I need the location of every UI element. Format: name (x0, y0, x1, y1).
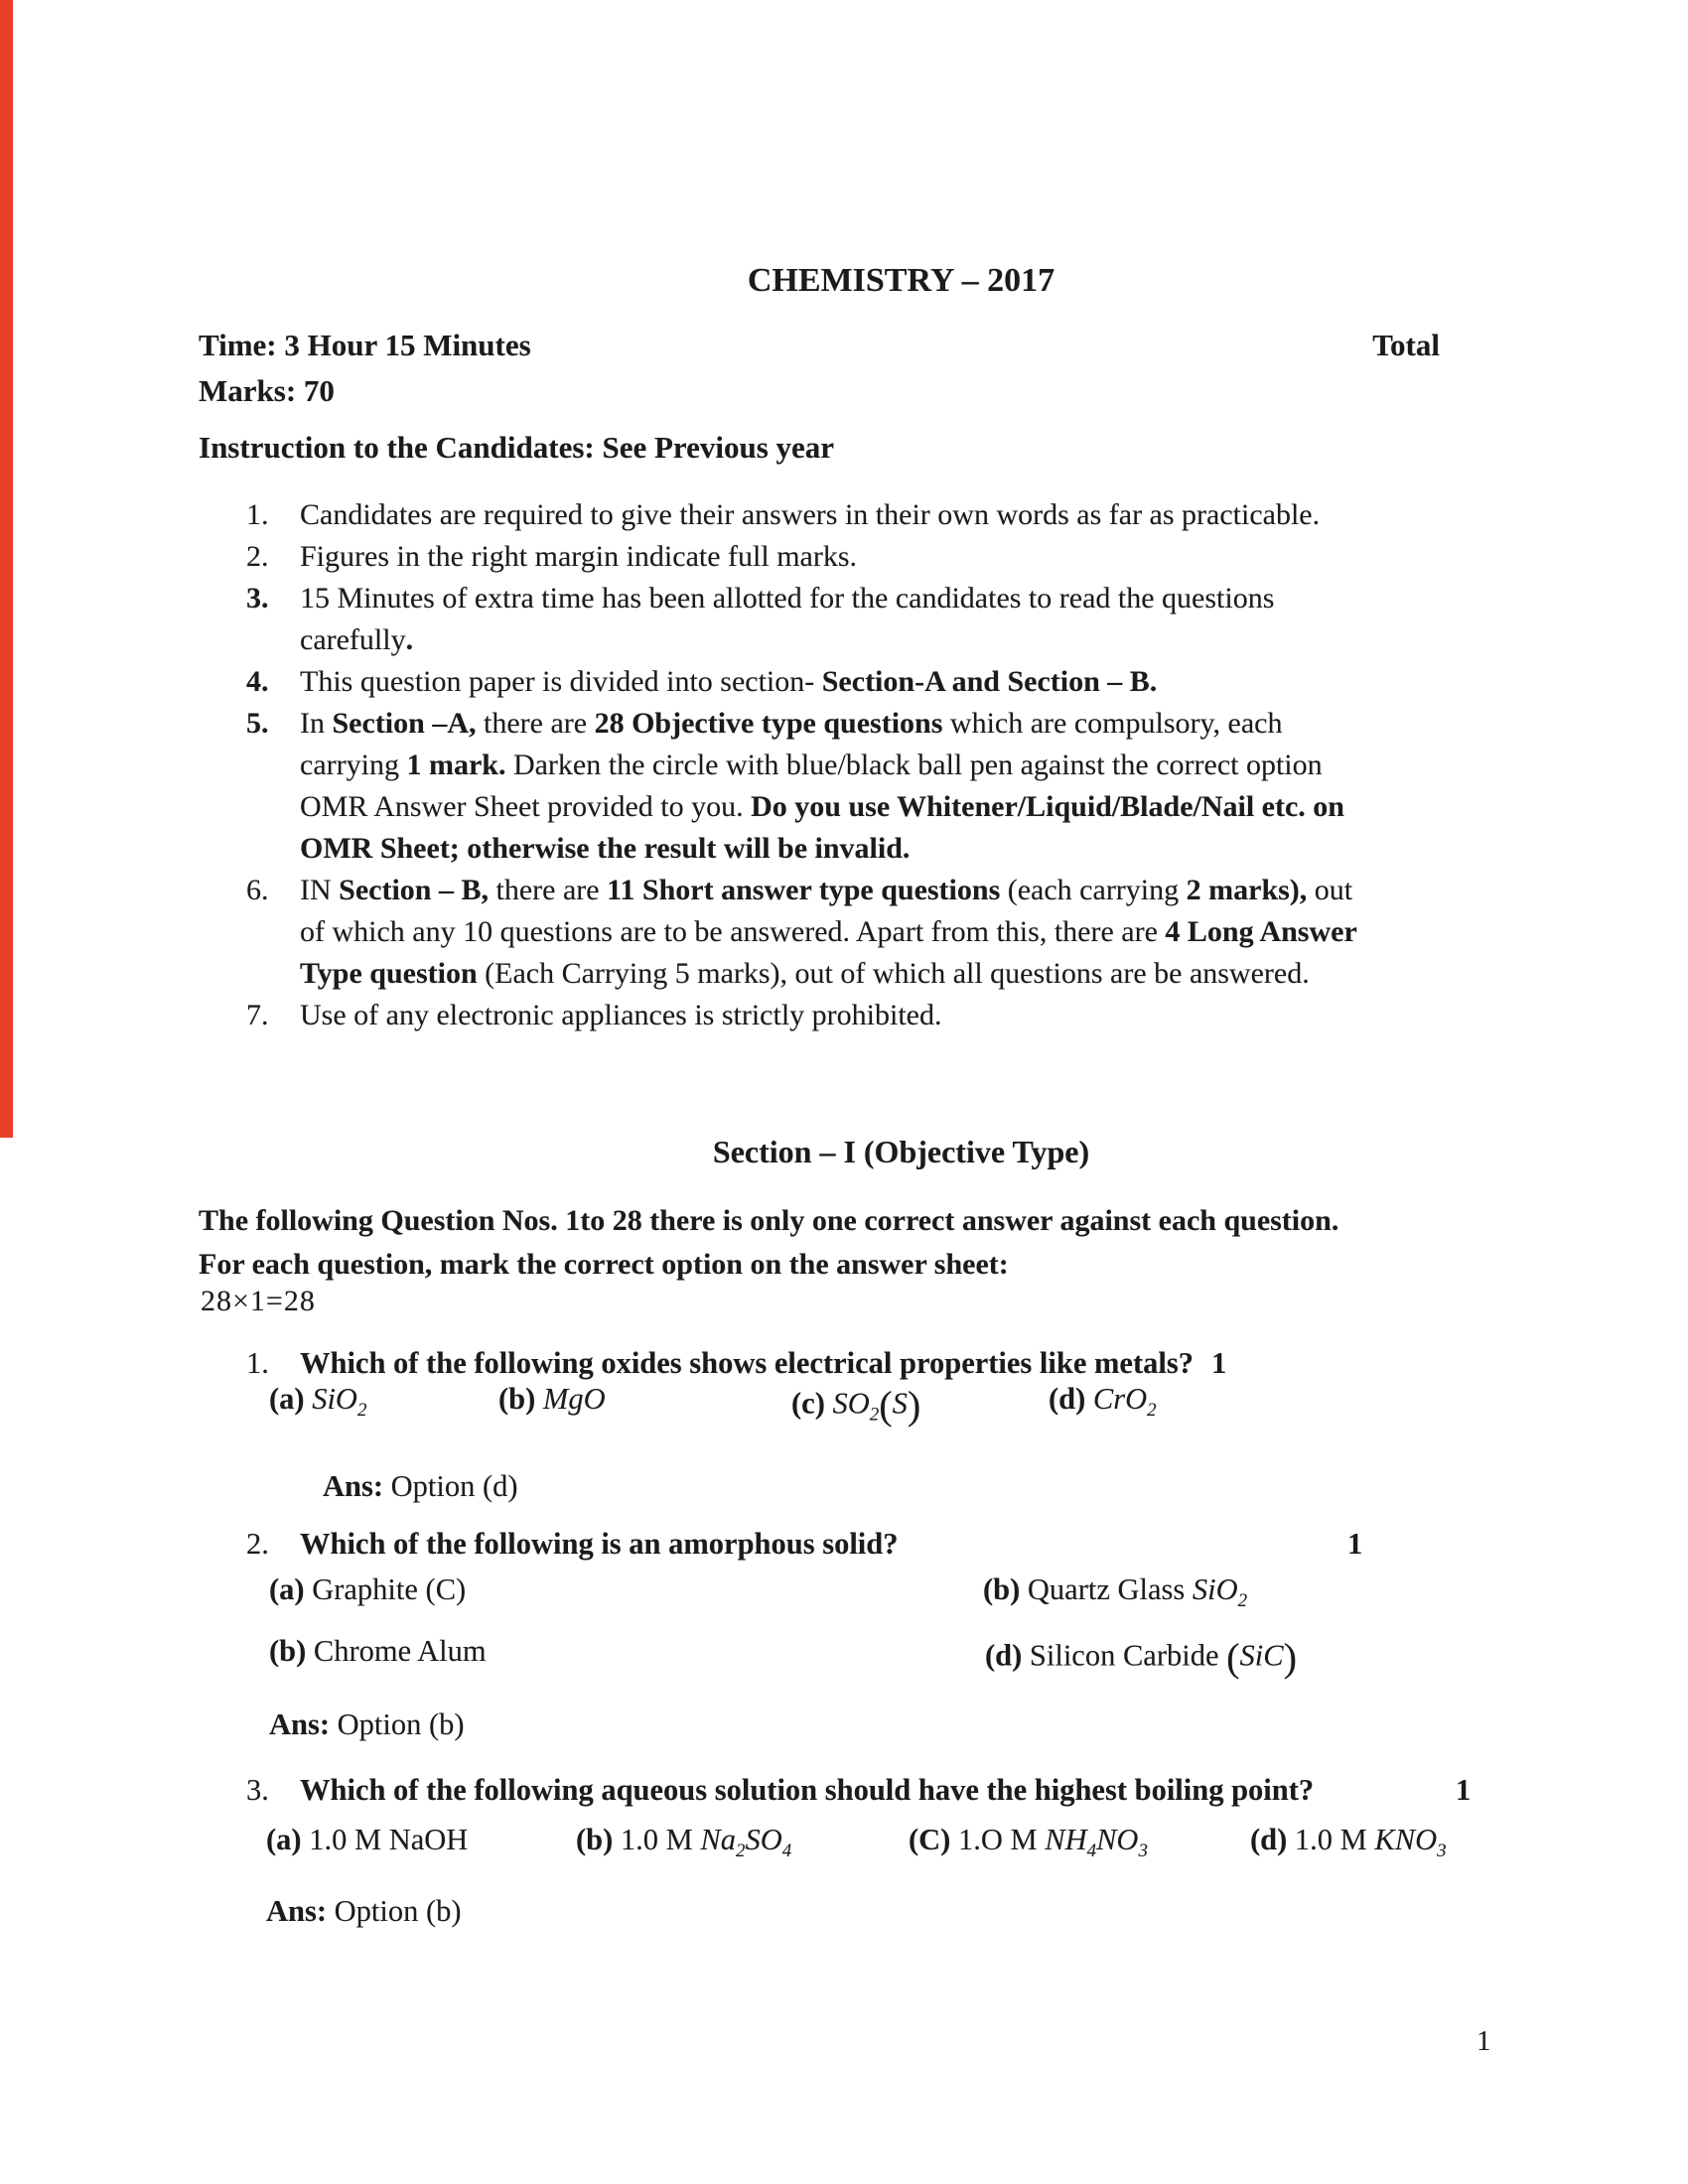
question-2-options (0, 1572, 1688, 1702)
page-number: 1 (1477, 2025, 1491, 2057)
instruction-item (246, 995, 1357, 1036)
item-text: IN Section – B, there are 11 Short answer type questions (each carrying 2 marks), out of which any 10 questions are to be answered. Apart from this, there are 4 Long Answer Type question (Each Carrying 5 marks), out of which all questions are be answered. (300, 874, 1357, 990)
item-number: 1. (246, 498, 269, 531)
item-text: In Section –A, there are 28 Objective type questions which are compulsory, each carrying 1 mark. Darken the circle with blue/black ball pen against the correct option OMR Answer Sheet provided to you. Do you use Whitener/Liquid/Blade/Nail etc. on OMR Sheet; otherwise the result will be invalid. (300, 707, 1344, 865)
item-number: 4. (246, 665, 269, 698)
item-number: 5. (246, 707, 269, 740)
option-b-quartz: (b) Quartz Glass SiO$_2$ (983, 1572, 1248, 1612)
section-intro: The following Question Nos. 1to 28 there is only one correct answer against each question. For each question, mark the correct option on the answer sheet: (199, 1204, 1339, 1281)
question-marks: 1 (1456, 1773, 1472, 1807)
question-text: Which of the following oxides shows electrical properties like metals? (300, 1346, 1194, 1380)
question-number: 1. (246, 1346, 269, 1380)
option-b: (b) MgO (498, 1382, 606, 1416)
section-heading: Section – I (Objective Type) (712, 1134, 1090, 1169)
question-2 (246, 1527, 1497, 1562)
instruction-item (246, 661, 1357, 703)
question-1-answer: Ans: Option (d) (323, 1469, 518, 1503)
instruction-item (246, 703, 1357, 870)
instruction-item (246, 536, 1357, 578)
instructions-list (246, 494, 1357, 1036)
option-a: (a) SiO$_2$ (269, 1382, 367, 1422)
question-marks: 1 (1210, 1346, 1227, 1380)
question-marks: 1 (1347, 1527, 1363, 1561)
option-a: (a) Graphite (C) (269, 1572, 467, 1606)
option-b-chrome: (b) Chrome Alum (269, 1634, 487, 1668)
question-3 (246, 1773, 1537, 1808)
question-text: Which of the following is an amorphous solid? (300, 1527, 899, 1561)
item-number: 2. (246, 540, 269, 573)
item-text: Candidates are required to give their answers in their own words as far as practicable. (300, 498, 1321, 531)
time-allowed-label: Time: 3 Hour 15 Minutes (199, 328, 531, 362)
item-text: Figures in the right margin indicate full marks. (300, 540, 858, 573)
item-text: Use of any electronic appliances is strictly prohibited. (300, 999, 942, 1031)
item-number: 7. (246, 999, 269, 1031)
question-3-options (0, 1823, 1688, 1886)
instruction-item (246, 494, 1357, 536)
question-number: 3. (246, 1773, 269, 1807)
option-c: (C) 1.O M $NH_4NO_3$ (909, 1823, 1148, 1862)
question-1 (246, 1346, 1226, 1381)
page-title: CHEMISTRY – 2017 (747, 262, 1055, 299)
item-text: 15 Minutes of extra time has been allotted for the candidates to read the questions carefully. (300, 582, 1275, 656)
item-number: 3. (246, 582, 269, 614)
option-d: (d) 1.0 M $KNO_3$ (1250, 1823, 1447, 1862)
question-number: 2. (246, 1527, 269, 1561)
question-3-answer: Ans: Option (b) (266, 1894, 462, 1928)
question-1-options (0, 1382, 1688, 1445)
instruction-item (246, 578, 1357, 661)
question-text: Which of the following aqueous solution should have the highest boiling point? (300, 1773, 1315, 1807)
meta-row (199, 328, 1440, 363)
instruction-item (246, 870, 1357, 995)
option-b: (b) 1.0 M $Na_2SO_4$ (576, 1823, 792, 1862)
question-2-answer: Ans: Option (b) (269, 1707, 465, 1741)
option-d: (d) Silicon Carbide (SiC) (985, 1635, 1298, 1680)
option-d: (d) CrO$_2$ (1049, 1382, 1157, 1422)
total-marks-label: Marks: 70 (199, 373, 335, 408)
left-margin-red-stripe (0, 0, 13, 1138)
instructions-heading: Instruction to the Candidates: See Previous year (199, 430, 835, 465)
item-text: This question paper is divided into section- Section-A and Section – B. (300, 665, 1158, 698)
option-c: (c) $SO_2(S)$ (791, 1383, 921, 1428)
option-a: (a) 1.0 M NaOH (266, 1823, 469, 1856)
marks-equation: 28×1=28 (201, 1285, 316, 1317)
item-number: 6. (246, 874, 269, 906)
total-label: Total (1372, 328, 1440, 362)
